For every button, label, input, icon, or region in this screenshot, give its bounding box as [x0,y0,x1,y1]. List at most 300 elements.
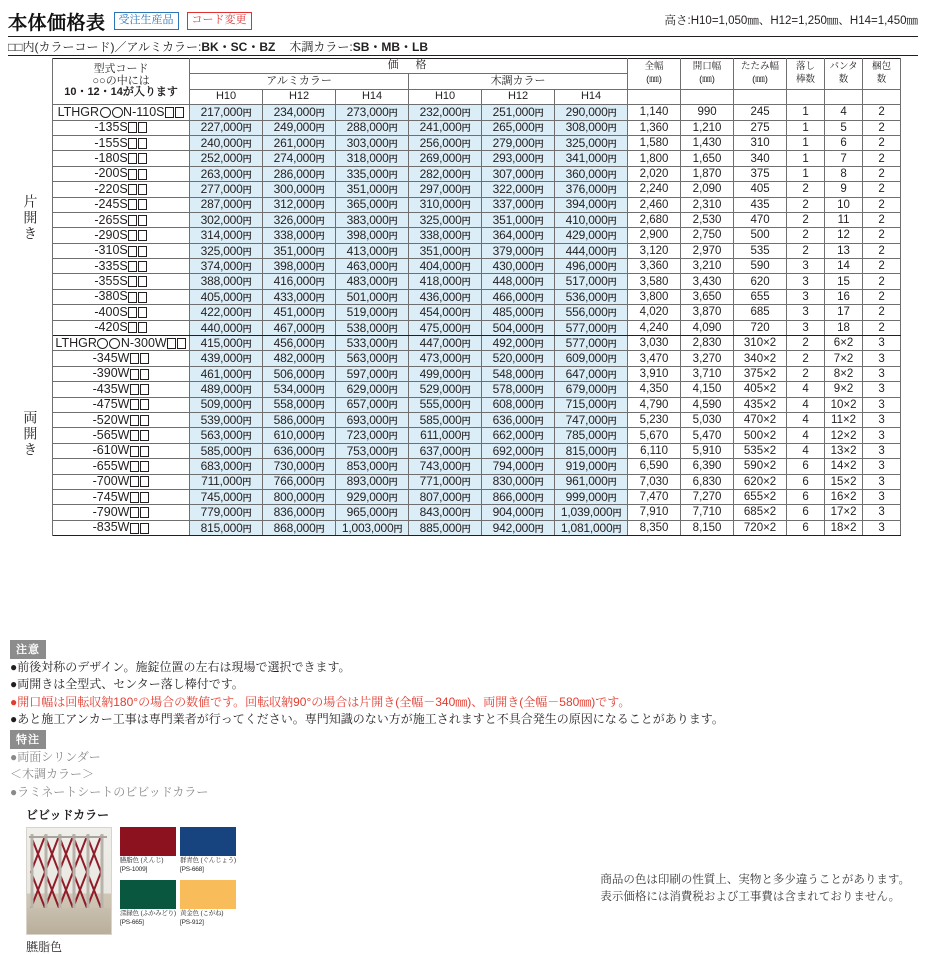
col-fold-width-header [734,59,787,90]
table-row [8,505,901,520]
packing-label: 梱包 [872,61,892,73]
table-row [8,336,901,351]
packing-cell: 2 [863,320,901,335]
wood-h14-price-cell: 410,000円 [555,212,628,227]
total-width-cell: 3,030 [628,336,681,351]
opening-width-cell: 3,430 [681,274,734,289]
total-width-cell: 2,240 [628,182,681,197]
wood-h12-price-cell: 830,000円 [482,474,555,489]
pantograph-cell: 11×2 [825,412,863,427]
wood-h10-price-cell: 351,000円 [409,243,482,258]
fold-width-cell: 470 [734,212,787,227]
spacer-opening-width [681,89,734,104]
table-row [8,489,901,504]
alumi-h14-price-cell: 563,000円 [336,351,409,366]
model-code-cell: -265S [53,212,190,227]
model-code-cell: -835W [53,520,190,535]
fold-width-cell: 620 [734,274,787,289]
swatch-name: 臙脂色 (えんじ) [120,857,164,864]
model-code-cell: -700W [53,474,190,489]
swatch-color [120,827,176,856]
wood-h12-price-cell: 466,000円 [482,289,555,304]
alumi-h14-price-cell: 693,000円 [336,412,409,427]
alumi-h10-price-cell: 711,000円 [190,474,263,489]
wood-h12-price-cell: 866,000円 [482,489,555,504]
code-change-badge: コード変更 [187,12,252,29]
alumi-h14-price-cell: 303,000円 [336,135,409,150]
alumi-h12-price-cell: 351,000円 [263,243,336,258]
wood-h12-price-cell: 430,000円 [482,259,555,274]
pantograph-cell: 18 [825,320,863,335]
alumi-h10-price-cell: 240,000円 [190,135,263,150]
packing-cell: 3 [863,520,901,535]
header-row-group [8,59,901,74]
special-line-2: ＜木調カラー＞ [10,767,95,782]
total-width-cell: 4,790 [628,397,681,412]
wood-group-header: 木調カラー [409,74,628,89]
made-to-order-badge: 受注生産品 [114,12,179,29]
wood-h14-price-cell: 394,000円 [555,197,628,212]
vivid-color-block [26,806,240,955]
alumi-h12-price-cell: 766,000円 [263,474,336,489]
alumi-h12-price-cell: 730,000円 [263,459,336,474]
drop-bars-cell: 1 [787,135,825,150]
wood-h10-price-cell: 447,000円 [409,336,482,351]
alumi-h12-price-cell: 286,000円 [263,166,336,181]
total-width-cell: 3,470 [628,351,681,366]
drop-bars-cell: 2 [787,243,825,258]
drop-bars-cell: 2 [787,351,825,366]
color-code-prefix: □□内(カラーコード)／アルミカラー: [8,39,202,54]
total-width-cell: 7,910 [628,505,681,520]
alumi-color-codes: BK・SC・BZ [201,39,276,54]
wood-h12-price-cell: 265,000円 [482,120,555,135]
pantograph-cell: 6 [825,135,863,150]
alumi-h10-price-cell: 325,000円 [190,243,263,258]
fold-width-cell: 275 [734,120,787,135]
wood-h12-price-cell: 448,000円 [482,274,555,289]
wood-h10-price-cell: 807,000円 [409,489,482,504]
wood-h12-price-cell: 520,000円 [482,351,555,366]
packing-cell: 2 [863,151,901,166]
fold-width-cell: 500×2 [734,428,787,443]
opening-width-cell: 7,270 [681,489,734,504]
opening-width-unit: (㎜) [699,73,715,85]
wood-h14-price-cell: 496,000円 [555,259,628,274]
lattice-gate-illustration [27,832,111,918]
packing-cell: 3 [863,505,901,520]
total-width-cell: 3,360 [628,259,681,274]
packing-cell: 2 [863,305,901,320]
pantograph-cell: 15 [825,274,863,289]
alumi-h14-price-cell: 463,000円 [336,259,409,274]
wood-h12-price-cell: 251,000円 [482,105,555,120]
wood-h12-price-cell: 379,000円 [482,243,555,258]
alumi-h14-price-cell: 398,000円 [336,228,409,243]
alumi-h12-price-cell: 234,000円 [263,105,336,120]
opening-width-cell: 1,210 [681,120,734,135]
model-code-cell: LTHGR N-110S [53,105,190,120]
wood-h14-price-cell: 577,000円 [555,336,628,351]
opening-width-cell: 1,870 [681,166,734,181]
opening-width-cell: 6,830 [681,474,734,489]
model-code-cell: -380S [53,289,190,304]
alumi-h10-price-cell: 439,000円 [190,351,263,366]
drop-bars-cell: 3 [787,305,825,320]
alumi-h10-price-cell: 227,000円 [190,120,263,135]
spacer-drop-bars [787,89,825,104]
fold-width-cell: 535 [734,243,787,258]
total-width-cell: 4,350 [628,382,681,397]
alumi-h14-price-cell: 965,000円 [336,505,409,520]
swatch-item [120,827,176,874]
total-width-cell: 3,120 [628,243,681,258]
drop-bars-cell: 2 [787,212,825,227]
section-side-label: 両開き [8,336,53,536]
packing-unit: 数 [876,73,887,85]
alumi-h14-price-cell: 383,000円 [336,212,409,227]
swatch-code: [PS-668] [180,866,204,874]
pantograph-label: パンタ [829,61,858,73]
table-head [8,59,901,105]
col-total-width-header [628,59,681,90]
alumi-h10-price-cell: 422,000円 [190,305,263,320]
total-width-cell: 4,240 [628,320,681,335]
pantograph-cell: 16×2 [825,489,863,504]
alumi-h14-price-cell: 893,000円 [336,474,409,489]
wood-h10-price-cell: 269,000円 [409,151,482,166]
note-line-4: ●あと施工アンカー工事は専門業者が行ってください。専門知識のない方が施工されますと不具合発生の原因になることがあります。 [10,712,724,727]
alumi-h12-header: H12 [263,89,336,104]
fold-width-cell: 590×2 [734,459,787,474]
model-code-cell: -565W [53,428,190,443]
pantograph-cell: 7×2 [825,351,863,366]
fold-width-cell: 310 [734,135,787,150]
wood-h14-price-cell: 556,000円 [555,305,628,320]
table-body [8,105,901,536]
packing-cell: 3 [863,459,901,474]
table-row [8,120,901,135]
total-width-cell: 3,800 [628,289,681,304]
wood-h10-price-cell: 418,000円 [409,274,482,289]
alumi-h12-price-cell: 326,000円 [263,212,336,227]
price-table [8,58,901,536]
swatch-name: 深緑色 (ふかみどり) [120,910,176,918]
pantograph-cell: 17 [825,305,863,320]
fold-width-cell: 245 [734,105,787,120]
packing-cell: 3 [863,428,901,443]
wood-h12-price-cell: 351,000円 [482,212,555,227]
note-line-2: ●両開きは全型式、センター落し棒付です。 [10,677,244,692]
alumi-h14-price-cell: 533,000円 [336,336,409,351]
wood-h12-price-cell: 692,000円 [482,443,555,458]
wood-h10-price-cell: 555,000円 [409,397,482,412]
alumi-h10-price-cell: 302,000円 [190,212,263,227]
model-code-cell: -355S [53,274,190,289]
packing-cell: 3 [863,336,901,351]
table-row [8,182,901,197]
wood-h12-price-cell: 608,000円 [482,397,555,412]
table-row [8,243,901,258]
alumi-h12-price-cell: 300,000円 [263,182,336,197]
swatch-item [120,880,176,927]
drop-bars-label: 落し [796,61,816,73]
drop-bars-cell: 2 [787,197,825,212]
total-width-cell: 2,460 [628,197,681,212]
note-line-1: ●前後対称のデザイン。施錠位置の左右は現場で選択できます。 [10,660,351,674]
wood-h12-price-cell: 504,000円 [482,320,555,335]
wood-h12-price-cell: 662,000円 [482,428,555,443]
opening-width-cell: 2,830 [681,336,734,351]
swatch-code: [PS-1009] [120,866,148,874]
alumi-h10-price-cell: 489,000円 [190,382,263,397]
footnote [600,872,910,907]
alumi-h12-price-cell: 416,000円 [263,274,336,289]
pantograph-cell: 16 [825,289,863,304]
wood-h10-price-cell: 585,000円 [409,412,482,427]
alumi-h14-price-cell: 853,000円 [336,459,409,474]
table-row [8,135,901,150]
wood-h14-price-cell: 360,000円 [555,166,628,181]
alumi-h10-price-cell: 745,000円 [190,489,263,504]
wood-h14-price-cell: 444,000円 [555,243,628,258]
opening-width-cell: 2,530 [681,212,734,227]
table-row [8,351,901,366]
model-code-header [53,59,190,105]
alumi-h10-price-cell: 563,000円 [190,428,263,443]
wood-h10-price-cell: 325,000円 [409,212,482,227]
fold-width-cell: 685×2 [734,505,787,520]
alumi-h14-price-cell: 657,000円 [336,397,409,412]
packing-cell: 2 [863,228,901,243]
wood-h14-price-cell: 1,081,000円 [555,520,628,535]
total-width-cell: 1,360 [628,120,681,135]
drop-bars-cell: 4 [787,443,825,458]
drop-bars-cell: 2 [787,228,825,243]
alumi-h12-price-cell: 610,000円 [263,428,336,443]
table-row [8,274,901,289]
model-code-cell: -790W [53,505,190,520]
pantograph-cell: 14×2 [825,459,863,474]
alumi-h14-price-cell: 273,000円 [336,105,409,120]
packing-cell: 2 [863,166,901,181]
wood-h14-price-cell: 536,000円 [555,289,628,304]
opening-width-cell: 2,090 [681,182,734,197]
model-code-cell: -610W [53,443,190,458]
total-width-cell: 6,590 [628,459,681,474]
spacer-fold-width [734,89,787,104]
alumi-h10-price-cell: 509,000円 [190,397,263,412]
col-opening-width-header [681,59,734,90]
alumi-h10-price-cell: 374,000円 [190,259,263,274]
wood-h14-price-cell: 999,000円 [555,489,628,504]
product-photo-wrap [26,827,112,955]
pantograph-cell: 4 [825,105,863,120]
table-row [8,151,901,166]
wood-h10-price-cell: 282,000円 [409,166,482,181]
pantograph-cell: 8 [825,166,863,181]
alumi-h12-price-cell: 398,000円 [263,259,336,274]
alumi-h12-price-cell: 506,000円 [263,366,336,381]
pantograph-cell: 6×2 [825,336,863,351]
wood-h12-price-cell: 307,000円 [482,166,555,181]
model-code-cell: -245S [53,197,190,212]
model-code-cell: -435W [53,382,190,397]
alumi-h12-price-cell: 274,000円 [263,151,336,166]
page-title: 本体価格表 [8,12,106,34]
drop-bars-cell: 6 [787,505,825,520]
wood-color-codes: SB・MB・LB [352,39,429,54]
fold-width-cell: 620×2 [734,474,787,489]
model-code-cell: -345W [53,351,190,366]
alumi-h10-price-cell: 277,000円 [190,182,263,197]
swatch-name: 黄金色 (こがね) [180,910,224,918]
alumi-h12-price-cell: 433,000円 [263,289,336,304]
opening-width-cell: 4,590 [681,397,734,412]
fold-width-cell: 720×2 [734,520,787,535]
alumi-h14-price-cell: 629,000円 [336,382,409,397]
wood-h10-price-cell: 297,000円 [409,182,482,197]
model-code-cell: -180S [53,151,190,166]
drop-bars-cell: 3 [787,259,825,274]
alumi-h10-price-cell: 405,000円 [190,289,263,304]
wood-h14-price-cell: 308,000円 [555,120,628,135]
table-row [8,105,901,120]
drop-bars-cell: 2 [787,182,825,197]
total-width-label: 全幅 [644,61,664,73]
pantograph-cell: 7 [825,151,863,166]
opening-width-cell: 3,710 [681,366,734,381]
color-code-note [8,36,918,56]
model-code-cell: -655W [53,459,190,474]
alumi-h10-price-cell: 440,000円 [190,320,263,335]
total-width-cell: 7,030 [628,474,681,489]
drop-bars-cell: 3 [787,289,825,304]
drop-bars-cell: 2 [787,336,825,351]
total-width-cell: 2,900 [628,228,681,243]
drop-bars-cell: 6 [787,489,825,504]
table-row [8,520,901,535]
opening-width-cell: 990 [681,105,734,120]
wood-h10-price-cell: 310,000円 [409,197,482,212]
packing-cell: 2 [863,243,901,258]
wood-h10-price-cell: 454,000円 [409,305,482,320]
note-line-3: ●開口幅は回転収納180°の場合の数値です。回転収納90°の場合は片開き(全幅－340㎜)、両開き(全幅－580㎜)です。 [10,694,631,709]
pantograph-cell: 15×2 [825,474,863,489]
swatch-color [180,827,236,856]
drop-bars-cell: 1 [787,151,825,166]
table-row [8,320,901,335]
table-row [8,228,901,243]
wood-h12-price-cell: 293,000円 [482,151,555,166]
total-width-cell: 1,580 [628,135,681,150]
fold-width-cell: 500 [734,228,787,243]
wood-h14-price-cell: 919,000円 [555,459,628,474]
alumi-h12-price-cell: 261,000円 [263,135,336,150]
drop-bars-cell: 1 [787,105,825,120]
col-pantograph-header [825,59,863,90]
col-packing-header [863,59,901,90]
fold-width-cell: 340 [734,151,787,166]
alumi-h10-price-cell: 779,000円 [190,505,263,520]
wood-h12-price-cell: 337,000円 [482,197,555,212]
drop-bars-unit: 棒数 [796,73,816,85]
wood-h14-price-cell: 715,000円 [555,397,628,412]
wood-h10-price-cell: 529,000円 [409,382,482,397]
total-width-unit: (㎜) [646,73,662,85]
pantograph-unit: 数 [838,73,849,85]
packing-cell: 3 [863,443,901,458]
wood-h10-price-cell: 771,000円 [409,474,482,489]
model-code-cell: -155S [53,135,190,150]
notes-block [10,640,916,729]
opening-width-cell: 7,710 [681,505,734,520]
wood-h14-price-cell: 341,000円 [555,151,628,166]
opening-width-cell: 4,150 [681,382,734,397]
wood-h10-header: H10 [409,89,482,104]
wood-h14-price-cell: 747,000円 [555,412,628,427]
opening-width-cell: 8,150 [681,520,734,535]
alumi-h10-price-cell: 314,000円 [190,228,263,243]
alumi-h14-price-cell: 483,000円 [336,274,409,289]
wood-h10-price-cell: 885,000円 [409,520,482,535]
packing-cell: 2 [863,120,901,135]
total-width-cell: 2,680 [628,212,681,227]
alumi-h10-price-cell: 585,000円 [190,443,263,458]
wood-h14-price-cell: 785,000円 [555,428,628,443]
swatch-name: 群青色 (ぐんじょう) [180,857,236,864]
alumi-h12-price-cell: 558,000円 [263,397,336,412]
fold-width-cell: 405 [734,182,787,197]
alumi-h14-price-cell: 501,000円 [336,289,409,304]
wood-h10-price-cell: 743,000円 [409,459,482,474]
total-width-cell: 3,580 [628,274,681,289]
model-code-cell: -520W [53,412,190,427]
model-code-line2: ○○の中には [92,74,150,87]
fold-width-cell: 535×2 [734,443,787,458]
packing-cell: 3 [863,366,901,381]
swatch-grid [120,827,240,928]
drop-bars-cell: 6 [787,520,825,535]
pantograph-cell: 13 [825,243,863,258]
packing-cell: 2 [863,212,901,227]
wood-h14-price-cell: 517,000円 [555,274,628,289]
spacer-packing [863,89,901,104]
model-code-cell: -745W [53,489,190,504]
wood-color-label: 木調カラー: [289,39,353,54]
alumi-h14-price-cell: 318,000円 [336,151,409,166]
alumi-h14-price-cell: 753,000円 [336,443,409,458]
alumi-h12-price-cell: 482,000円 [263,351,336,366]
drop-bars-cell: 2 [787,366,825,381]
wood-h14-price-cell: 647,000円 [555,366,628,381]
swatch-item [180,880,236,927]
wood-h14-price-cell: 577,000円 [555,320,628,335]
wood-h14-price-cell: 376,000円 [555,182,628,197]
alumi-h10-price-cell: 461,000円 [190,366,263,381]
vivid-title: ビビッドカラー [26,808,110,822]
model-code-cell: LTHGR N-300W [53,336,190,351]
opening-width-cell: 2,750 [681,228,734,243]
alumi-h10-price-cell: 815,000円 [190,520,263,535]
model-code-cell: -290S [53,228,190,243]
alumi-h10-price-cell: 252,000円 [190,151,263,166]
opening-width-cell: 3,210 [681,259,734,274]
drop-bars-cell: 1 [787,166,825,181]
special-order-block [10,730,510,801]
pantograph-cell: 8×2 [825,366,863,381]
alumi-h12-price-cell: 586,000円 [263,412,336,427]
